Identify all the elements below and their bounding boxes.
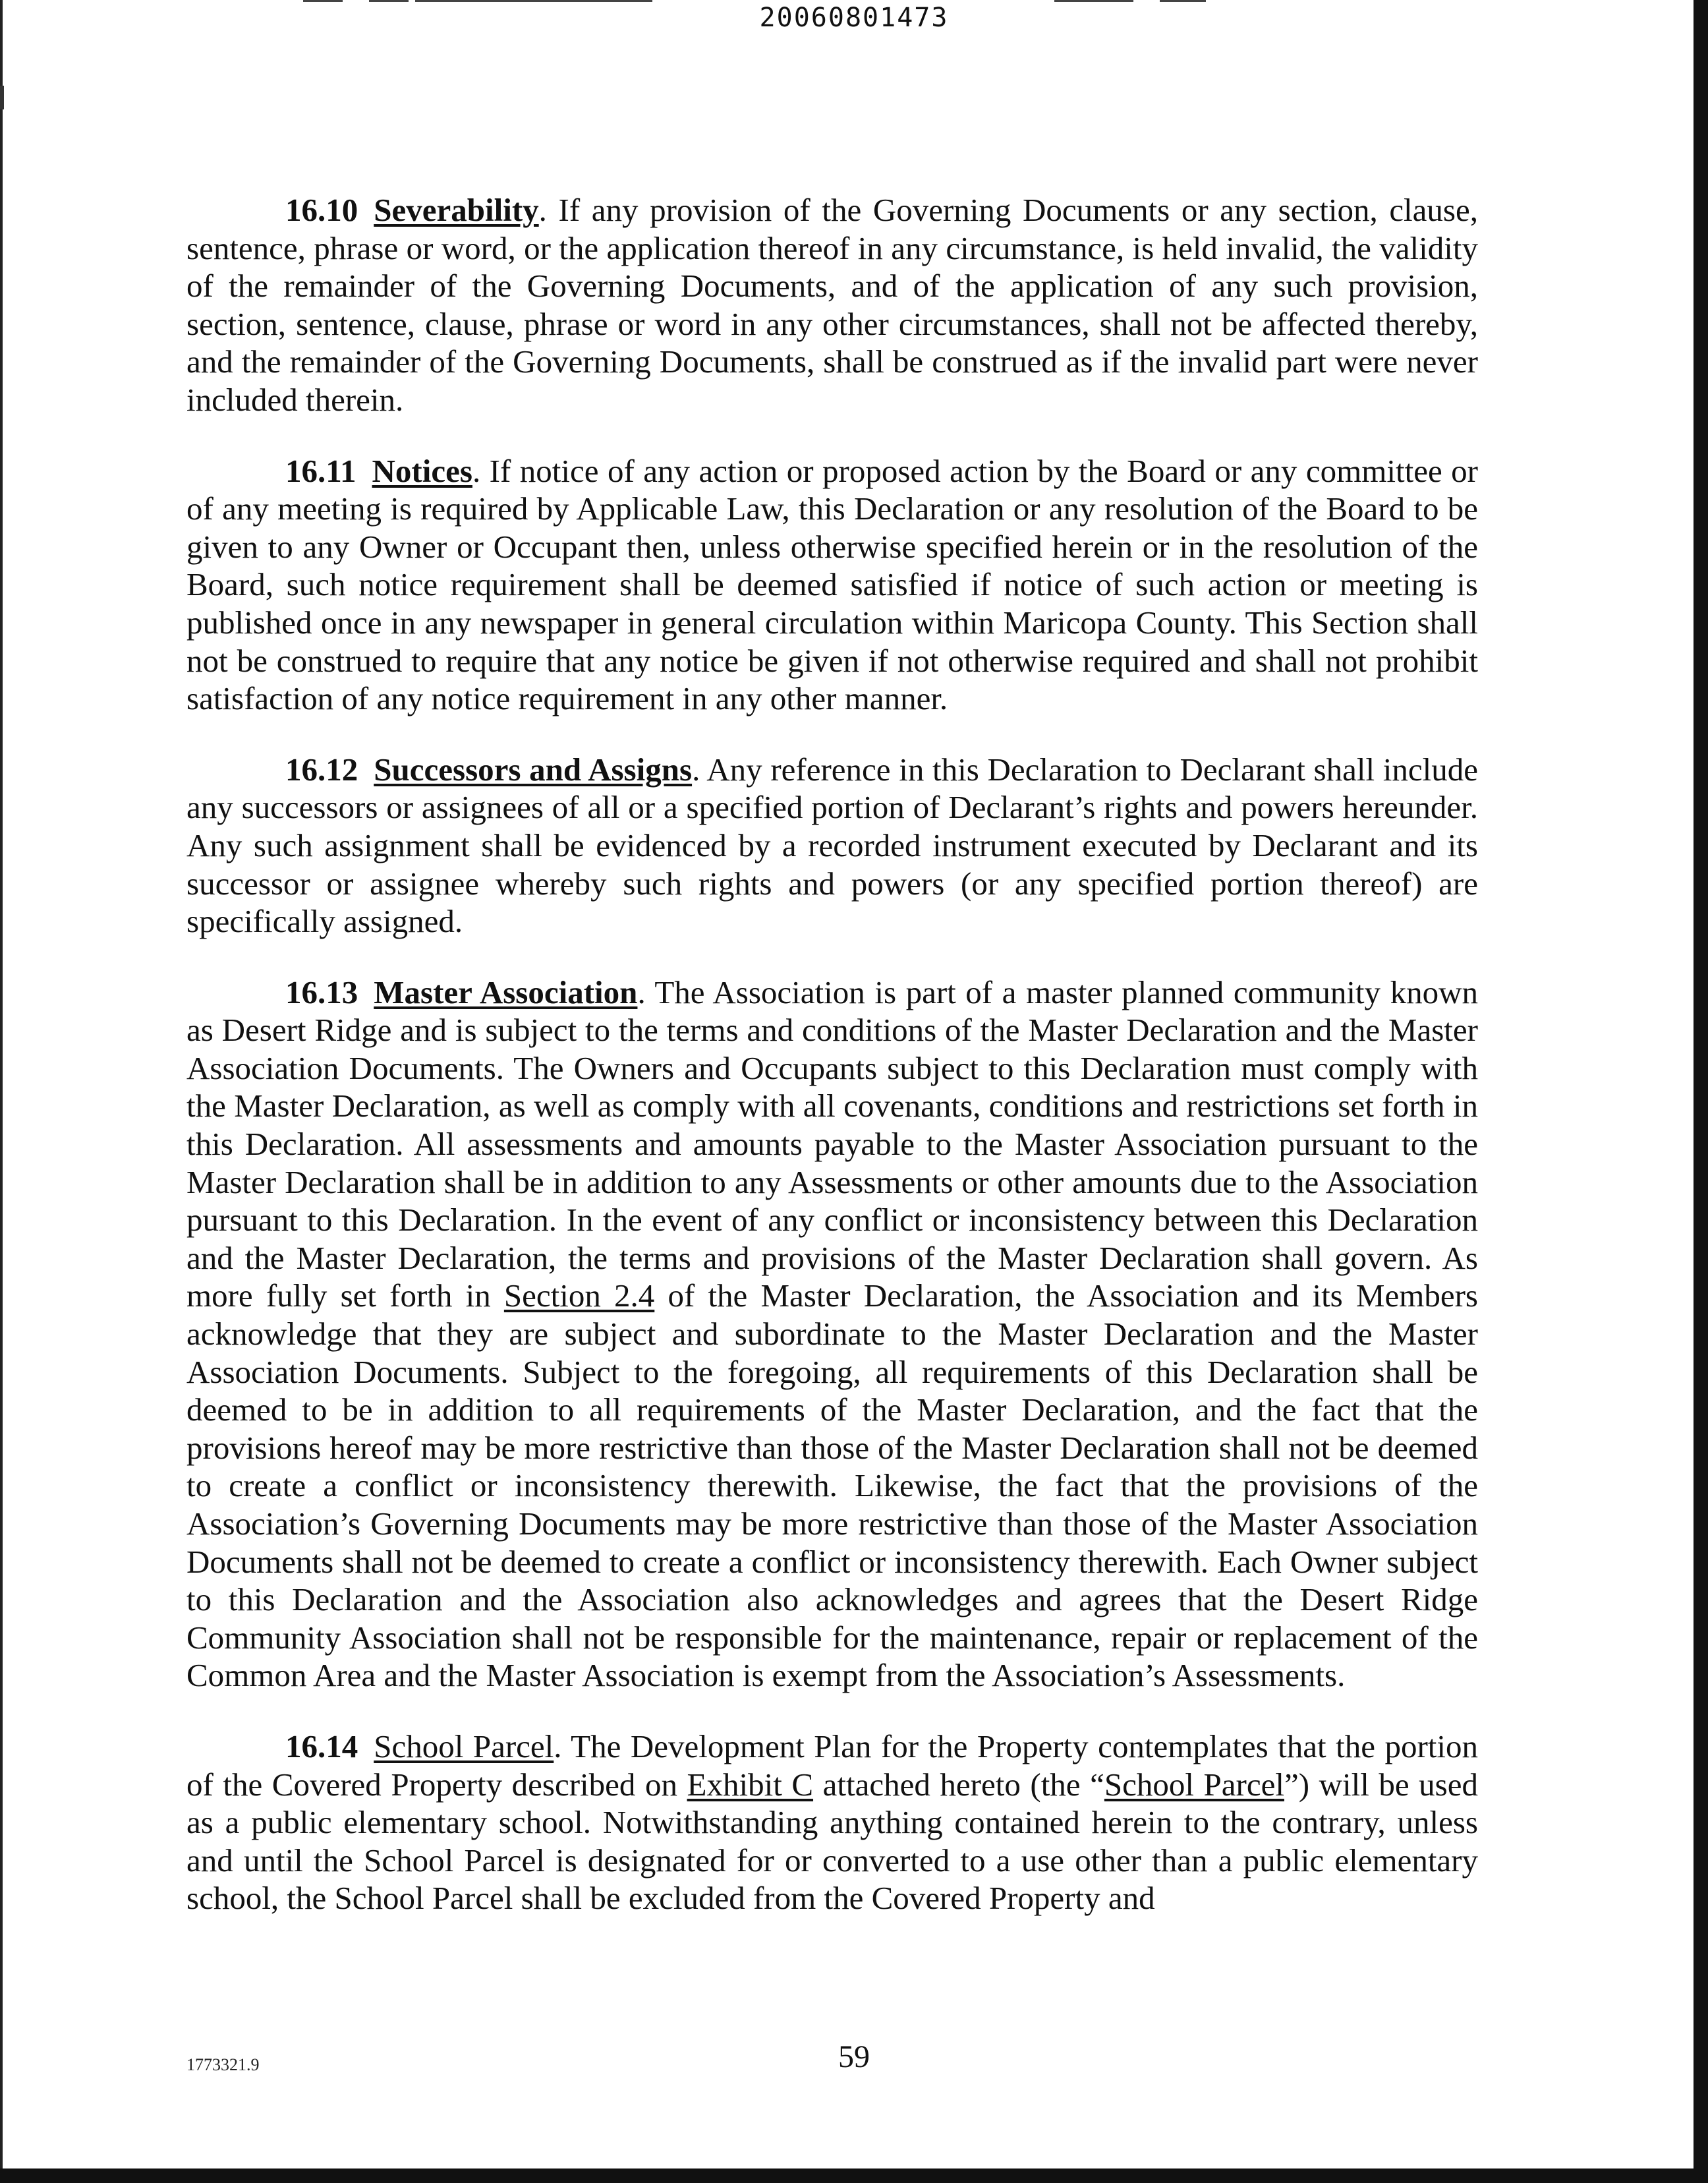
section-title: School Parcel xyxy=(374,1728,554,1764)
cross-reference: Section 2.4 xyxy=(503,1277,655,1314)
section-title: Master Association xyxy=(374,974,638,1010)
section-16-11 xyxy=(186,452,1478,718)
section-16-13 xyxy=(186,974,1478,1695)
scan-edge-mark xyxy=(0,86,4,109)
section-16-10 xyxy=(186,191,1478,419)
defined-term: School Parcel xyxy=(1104,1766,1284,1803)
section-title: Notices xyxy=(372,452,472,489)
scan-top-rule xyxy=(1160,0,1206,2)
section-number: 16.11 xyxy=(285,452,356,489)
exhibit-reference: Exhibit C xyxy=(687,1766,814,1803)
section-16-12 xyxy=(186,751,1478,941)
section-title: Successors and Assigns xyxy=(374,751,693,788)
section-text: . Any reference in this Declaration to Declarant shall include any successors or assignees of all or a specified portion of Declarant’s rights and powers hereunder. Any such assignment shall be evidenced by a recorded instrument executed by Declarant and its successor or assignee whereby such rights and powers (or any specified portion thereof) are specifically assigned. xyxy=(186,751,1478,940)
scan-right-edge xyxy=(1694,0,1708,2183)
section-number: 16.12 xyxy=(285,751,358,788)
section-text: . If any provision of the Governing Documents or any section, clause, sentence, phrase or word, or the application thereof in any circumstance, is held invalid, the validity of the remainder of the Governing Documents, and of the application of any such provision, section, sentence, clause, phrase or word in any other circumstances, shall not be affected thereby, and the remainder of the Governing Documents, shall be construed as if the invalid part were never included therein. xyxy=(186,192,1478,418)
scan-top-rule xyxy=(1054,0,1133,2)
section-title: Severability xyxy=(374,192,539,228)
scan-left-edge xyxy=(0,0,3,2168)
section-text: ”) will be used as a public elementary school. Notwithstanding anything contained herein to the contrary, unless and until the School Parcel is designated for or converted to a use other than a public elementary school, the School Parcel shall be excluded from the Covered Property and xyxy=(186,1766,1479,1917)
section-text: . The Development Plan for the Property contemplates that the portion of the Covered Property described on xyxy=(186,1728,1479,1803)
section-text: . The Association is part of a master planned community known as Desert Ridge and is subject to the terms and conditions of the Master Declaration and the Master Association Documents. The Owners and Occupants subject to this Declaration must comply with the Master Declaration, as well as comply with all covenants, conditions and restrictions set forth in this Declaration. All assessments and amounts payable to the Master Association pursuant to the Master Declaration shall be in addition to any Assessments or other amounts due to the Association pursuant to this Declaration. In the event of any conflict or inconsistency between this Declaration and the Master Declaration, the terms and provisions of the Master Declaration shall govern. As more fully set forth in xyxy=(186,974,1478,1314)
scan-bottom-edge xyxy=(0,2168,1708,2183)
scan-top-rule xyxy=(369,0,409,2)
section-number: 16.13 xyxy=(285,974,358,1010)
recording-number: 20060801473 xyxy=(759,3,949,33)
section-text: attached hereto (the “ xyxy=(813,1766,1104,1803)
section-number: 16.10 xyxy=(285,192,358,228)
scan-top-rule xyxy=(415,0,652,2)
section-text: of the Master Declaration, the Association and its Members acknowledge that they are subject and subordinate to the Master Declaration and the Master Association Documents. Subject to the foregoing, all requirements of this Declaration shall be deemed to be in addition to all requirements of the Master Declaration, and the fact that the provisions hereof may be more restrictive than those of the Master Declaration shall not be deemed to create a conflict or inconsistency therewith. Likewise, the fact that the provisions of the Association’s Governing Documents may be more restrictive than those of the Master Association Documents shall not be deemed to create a conflict or inconsistency therewith. Each Owner subject to this Declaration and the Association also acknowledges and agrees that the Desert Ridge Community Association shall not be responsible for the maintenance, repair or replacement of the Common Area and the Master Association is exempt from the Association’s Assessments. xyxy=(186,1277,1478,1694)
section-text: . If notice of any action or proposed action by the Board or any committee or of any meeting is required by Applicable Law, this Declaration or any resolution of the Board to be given to any Owner or Occupant then, unless otherwise specified herein or in the resolution of the Board, such notice requirement shall be deemed satisfied if notice of such action or meeting is published once in any newspaper in general circulation within Maricopa County. This Section shall not be construed to require that any notice be given if not otherwise required and shall not prohibit satisfaction of any notice requirement in any other manner. xyxy=(186,452,1478,717)
document-id: 1773321.9 xyxy=(186,2055,260,2074)
section-16-14 xyxy=(186,1728,1478,1917)
section-number: 16.14 xyxy=(285,1728,358,1764)
page-number: 59 xyxy=(838,2039,870,2074)
scan-top-rule xyxy=(303,0,343,2)
body-text xyxy=(186,191,1478,1950)
